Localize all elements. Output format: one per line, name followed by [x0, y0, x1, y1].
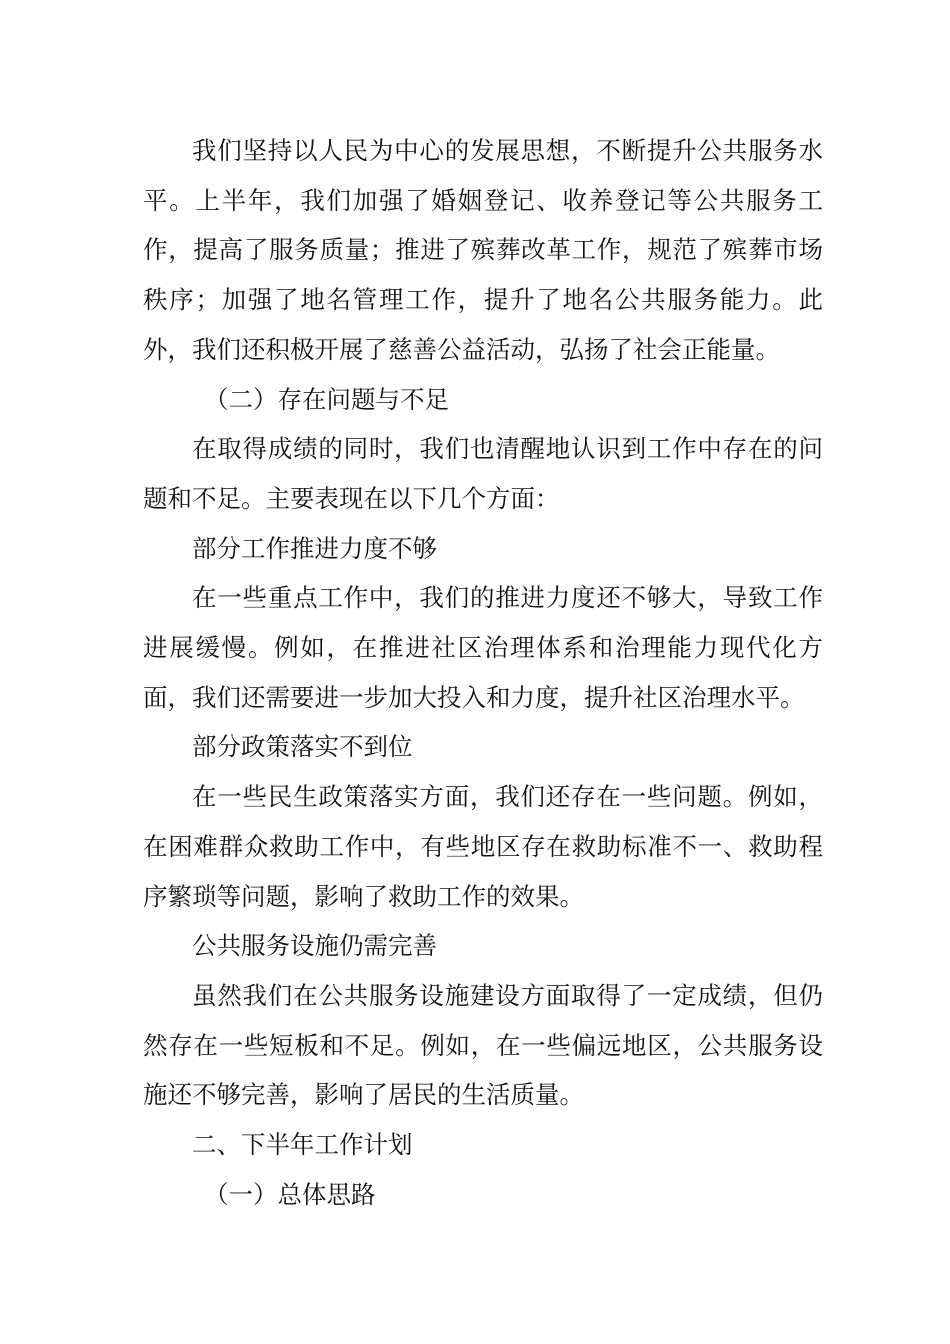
paragraph-policy-implementation: 在一些民生政策落实方面，我们还存在一些问题。例如，在困难群众救助工作中，有些地区存在救助标准不一、救助程序繁琐等问题，影响了救助工作的效果。: [143, 782, 823, 911]
subheading-insufficient-effort: 部分工作推进力度不够: [192, 533, 437, 563]
section-heading-general-approach: （一）总体思路: [204, 1179, 376, 1209]
section-heading-problems: （二）存在问题与不足: [204, 384, 449, 414]
paragraph-public-service-achievements: 我们坚持以人民为中心的发展思想，不断提升公共服务水平。上半年，我们加强了婚姻登记、收养登记等公共服务工作，提高了服务质量；推进了殡葬改革工作，规范了殡葬市场秩序；加强了地名管理工作，提升了地名公共服务能力。此外，我们还积极开展了慈善公益活动，弘扬了社会正能量。: [143, 136, 823, 364]
subheading-public-facilities: 公共服务设施仍需完善: [192, 931, 437, 961]
document-body: [143, 126, 823, 1219]
section-heading-work-plan: 二、下半年工作计划: [192, 1130, 413, 1160]
subheading-policy-implementation: 部分政策落实不到位: [192, 732, 413, 762]
paragraph-problems-intro: 在取得成绩的同时，我们也清醒地认识到工作中存在的问题和不足。主要表现在以下几个方面：: [143, 434, 823, 513]
paragraph-insufficient-effort: 在一些重点工作中，我们的推进力度还不够大，导致工作进展缓慢。例如，在推进社区治理体系和治理能力现代化方面，我们还需要进一步加大投入和力度，提升社区治理水平。: [143, 583, 823, 712]
paragraph-public-facilities: 虽然我们在公共服务设施建设方面取得了一定成绩，但仍然存在一些短板和不足。例如，在一些偏远地区，公共服务设施还不够完善，影响了居民的生活质量。: [143, 980, 823, 1110]
